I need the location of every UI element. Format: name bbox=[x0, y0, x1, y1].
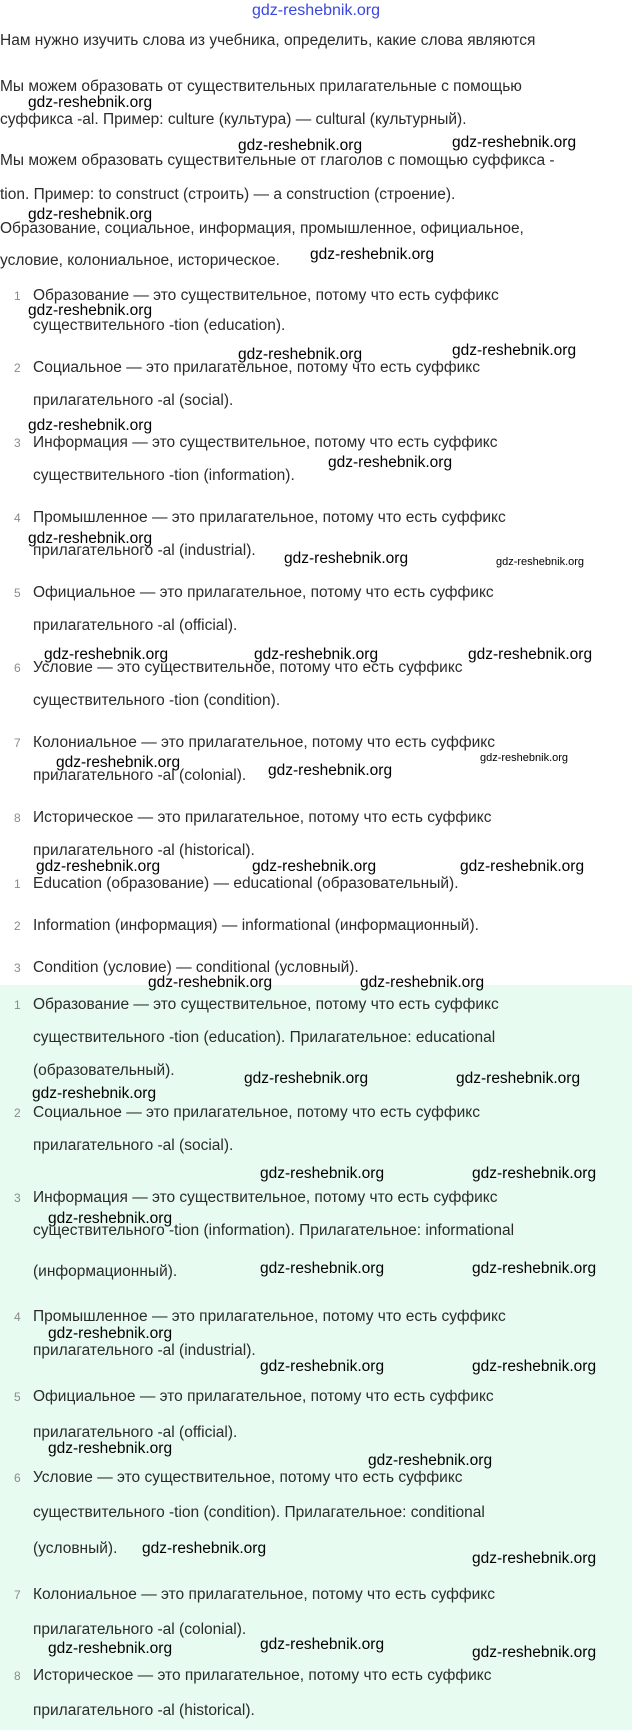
item-text: Условие — это существительное, потому что есть суффикс bbox=[33, 659, 463, 676]
watermark: gdz-reshebnik.org bbox=[260, 1260, 385, 1277]
watermark: gdz-reshebnik.org bbox=[28, 417, 153, 434]
intro-paragraph: tion. Пример: to construct (строить) — a construction (строение). bbox=[0, 186, 456, 203]
watermark: gdz-reshebnik.org bbox=[328, 454, 453, 471]
list-item bbox=[0, 689, 632, 713]
item-text: прилагательного -al (historical). bbox=[33, 842, 255, 859]
intro-paragraph: Мы можем образовать существительные от глаголов с помощью суффикса - bbox=[0, 152, 555, 169]
item-text: Социальное — это прилагательное, потому что есть суффикс bbox=[33, 359, 480, 376]
watermark: gdz-reshebnik.org bbox=[32, 1085, 157, 1102]
item-text: Education (образование) — educational (образовательный). bbox=[33, 875, 459, 892]
list-item bbox=[0, 806, 632, 830]
watermark: gdz-reshebnik.org bbox=[238, 137, 363, 154]
item-text: существительного -tion (education). bbox=[33, 317, 286, 334]
watermark: gdz-reshebnik.org bbox=[472, 1358, 597, 1375]
watermark: gdz-reshebnik.org bbox=[472, 1550, 597, 1567]
item-number: 7 bbox=[14, 1588, 21, 1602]
watermark: gdz-reshebnik.org bbox=[28, 302, 153, 319]
intro-paragraph: суффикса -al. Пример: culture (культура) — cultural (культурный). bbox=[0, 111, 467, 128]
list-item bbox=[0, 1501, 632, 1525]
watermark: gdz-reshebnik.org bbox=[48, 1440, 173, 1457]
item-number: 8 bbox=[14, 811, 21, 825]
item-text: (условный). bbox=[33, 1540, 118, 1557]
site-title[interactable]: gdz-reshebnik.org bbox=[251, 2, 381, 19]
watermark: gdz-reshebnik.org bbox=[48, 1210, 173, 1227]
item-text: Информация — это существительное, потому что есть суффикс bbox=[33, 434, 498, 451]
item-number: 5 bbox=[14, 586, 21, 600]
watermark: gdz-reshebnik.org bbox=[460, 858, 585, 875]
watermark: gdz-reshebnik.org bbox=[252, 858, 377, 875]
item-text: Условие — это существительное, потому что есть суффикс bbox=[33, 1469, 463, 1486]
item-number: 7 bbox=[14, 736, 21, 750]
list-item bbox=[0, 956, 632, 980]
item-number: 3 bbox=[14, 436, 21, 450]
item-text: Информация — это существительное, потому что есть суффикс bbox=[33, 1189, 498, 1206]
item-number: 3 bbox=[14, 1191, 21, 1205]
watermark: gdz-reshebnik.org bbox=[48, 1325, 173, 1342]
item-text: Condition (условие) — conditional (условный). bbox=[33, 959, 359, 976]
watermark: gdz-reshebnik.org bbox=[36, 858, 161, 875]
watermark: gdz-reshebnik.org bbox=[142, 1540, 267, 1557]
watermark: gdz-reshebnik.org bbox=[238, 346, 363, 363]
item-number: 5 bbox=[14, 1390, 21, 1404]
item-text: Социальное — это прилагательное, потому что есть суффикс bbox=[33, 1104, 480, 1121]
item-number: 2 bbox=[14, 361, 21, 375]
item-number: 2 bbox=[14, 1106, 21, 1120]
item-text: прилагательного -al (official). bbox=[33, 617, 238, 634]
item-number: 2 bbox=[14, 919, 21, 933]
watermark: gdz-reshebnik.org bbox=[496, 556, 585, 568]
list-item bbox=[0, 581, 632, 605]
list-item bbox=[0, 1699, 632, 1723]
intro-paragraph: условие, колониальное, историческое. bbox=[0, 252, 280, 269]
watermark: gdz-reshebnik.org bbox=[28, 206, 153, 223]
watermark: gdz-reshebnik.org bbox=[284, 550, 409, 567]
watermark: gdz-reshebnik.org bbox=[480, 752, 569, 764]
watermark: gdz-reshebnik.org bbox=[254, 646, 379, 663]
intro-paragraph: Образование, социальное, информация, промышленное, официальное, bbox=[0, 220, 524, 237]
item-text: существительного -tion (information). bbox=[33, 467, 295, 484]
intro-paragraph: Мы можем образовать от существительных прилагательные с помощью bbox=[0, 78, 522, 95]
watermark: gdz-reshebnik.org bbox=[148, 974, 273, 991]
list-item bbox=[0, 1466, 632, 1490]
item-text: существительного -tion (information). Прилагательное: informational bbox=[33, 1222, 515, 1239]
watermark: gdz-reshebnik.org bbox=[48, 1640, 173, 1657]
item-text: Промышленное — это прилагательное, потому что есть суффикс bbox=[33, 509, 506, 526]
item-text: прилагательного -al (official). bbox=[33, 1424, 238, 1441]
item-text: Колониальное — это прилагательное, потому что есть суффикс bbox=[33, 734, 496, 751]
watermark: gdz-reshebnik.org bbox=[260, 1165, 385, 1182]
list-item bbox=[0, 506, 632, 530]
item-text: (образовательный). bbox=[33, 1062, 175, 1079]
item-number: 6 bbox=[14, 1471, 21, 1485]
item-text: прилагательного -al (industrial). bbox=[33, 542, 256, 559]
item-text: Образование — это существительное, потому что есть суффикс bbox=[33, 287, 499, 304]
item-number: 4 bbox=[14, 1310, 21, 1324]
watermark: gdz-reshebnik.org bbox=[360, 974, 485, 991]
watermark: gdz-reshebnik.org bbox=[44, 646, 169, 663]
list-item bbox=[0, 1026, 632, 1050]
list-item bbox=[0, 389, 632, 413]
item-number: 1 bbox=[14, 289, 21, 303]
item-number: 4 bbox=[14, 511, 21, 525]
item-text: прилагательного -al (social). bbox=[33, 392, 234, 409]
watermark: gdz-reshebnik.org bbox=[472, 1260, 597, 1277]
list-item bbox=[0, 464, 632, 488]
list-item bbox=[0, 1583, 632, 1607]
item-text: Колониальное — это прилагательное, потому что есть суффикс bbox=[33, 1586, 496, 1603]
watermark: gdz-reshebnik.org bbox=[452, 134, 577, 151]
list-item bbox=[0, 1385, 632, 1409]
item-text: существительного -tion (condition). Прилагательное: conditional bbox=[33, 1504, 485, 1521]
intro-paragraph: Нам нужно изучить слова из учебника, определить, какие слова являются bbox=[0, 32, 536, 49]
watermark: gdz-reshebnik.org bbox=[56, 754, 181, 771]
item-text: Information (информация) — informational (информационный). bbox=[33, 917, 479, 934]
list-item bbox=[0, 614, 632, 638]
item-number: 1 bbox=[14, 998, 21, 1012]
item-text: существительного -tion (education). Прилагательное: educational bbox=[33, 1029, 496, 1046]
item-text: прилагательного -al (colonial). bbox=[33, 1621, 247, 1638]
item-text: (информационный). bbox=[33, 1263, 178, 1280]
list-item bbox=[0, 1186, 632, 1210]
watermark: gdz-reshebnik.org bbox=[260, 1358, 385, 1375]
item-text: прилагательного -al (historical). bbox=[33, 1702, 255, 1719]
watermark: gdz-reshebnik.org bbox=[452, 342, 577, 359]
item-number: 6 bbox=[14, 661, 21, 675]
list-item bbox=[0, 1664, 632, 1688]
watermark: gdz-reshebnik.org bbox=[368, 1452, 493, 1469]
watermark: gdz-reshebnik.org bbox=[244, 1070, 369, 1087]
watermark: gdz-reshebnik.org bbox=[260, 1636, 385, 1653]
watermark: gdz-reshebnik.org bbox=[268, 762, 393, 779]
watermark: gdz-reshebnik.org bbox=[310, 246, 435, 263]
item-text: Образование — это существительное, потому что есть суффикс bbox=[33, 996, 499, 1013]
item-text: Историческое — это прилагательное, потому что есть суффикс bbox=[33, 1667, 492, 1684]
item-text: Официальное — это прилагательное, потому что есть суффикс bbox=[33, 584, 494, 601]
item-number: 3 bbox=[14, 961, 21, 975]
list-item bbox=[0, 914, 632, 938]
item-text: Официальное — это прилагательное, потому что есть суффикс bbox=[33, 1388, 494, 1405]
watermark: gdz-reshebnik.org bbox=[472, 1165, 597, 1182]
item-text: прилагательного -al (industrial). bbox=[33, 1342, 256, 1359]
list-item bbox=[0, 993, 632, 1017]
list-item bbox=[0, 1134, 632, 1158]
watermark: gdz-reshebnik.org bbox=[28, 530, 153, 547]
item-text: Промышленное — это прилагательное, потому что есть суффикс bbox=[33, 1308, 506, 1325]
watermark: gdz-reshebnik.org bbox=[456, 1070, 581, 1087]
item-text: прилагательного -al (social). bbox=[33, 1137, 234, 1154]
item-number: 8 bbox=[14, 1669, 21, 1683]
item-text: существительного -tion (condition). bbox=[33, 692, 281, 709]
item-text: Историческое — это прилагательное, потому что есть суффикс bbox=[33, 809, 492, 826]
watermark: gdz-reshebnik.org bbox=[472, 1644, 597, 1661]
item-number: 1 bbox=[14, 877, 21, 891]
list-item bbox=[0, 1101, 632, 1125]
watermark: gdz-reshebnik.org bbox=[28, 94, 153, 111]
item-text: прилагательного -al (colonial). bbox=[33, 767, 247, 784]
watermark: gdz-reshebnik.org bbox=[468, 646, 593, 663]
